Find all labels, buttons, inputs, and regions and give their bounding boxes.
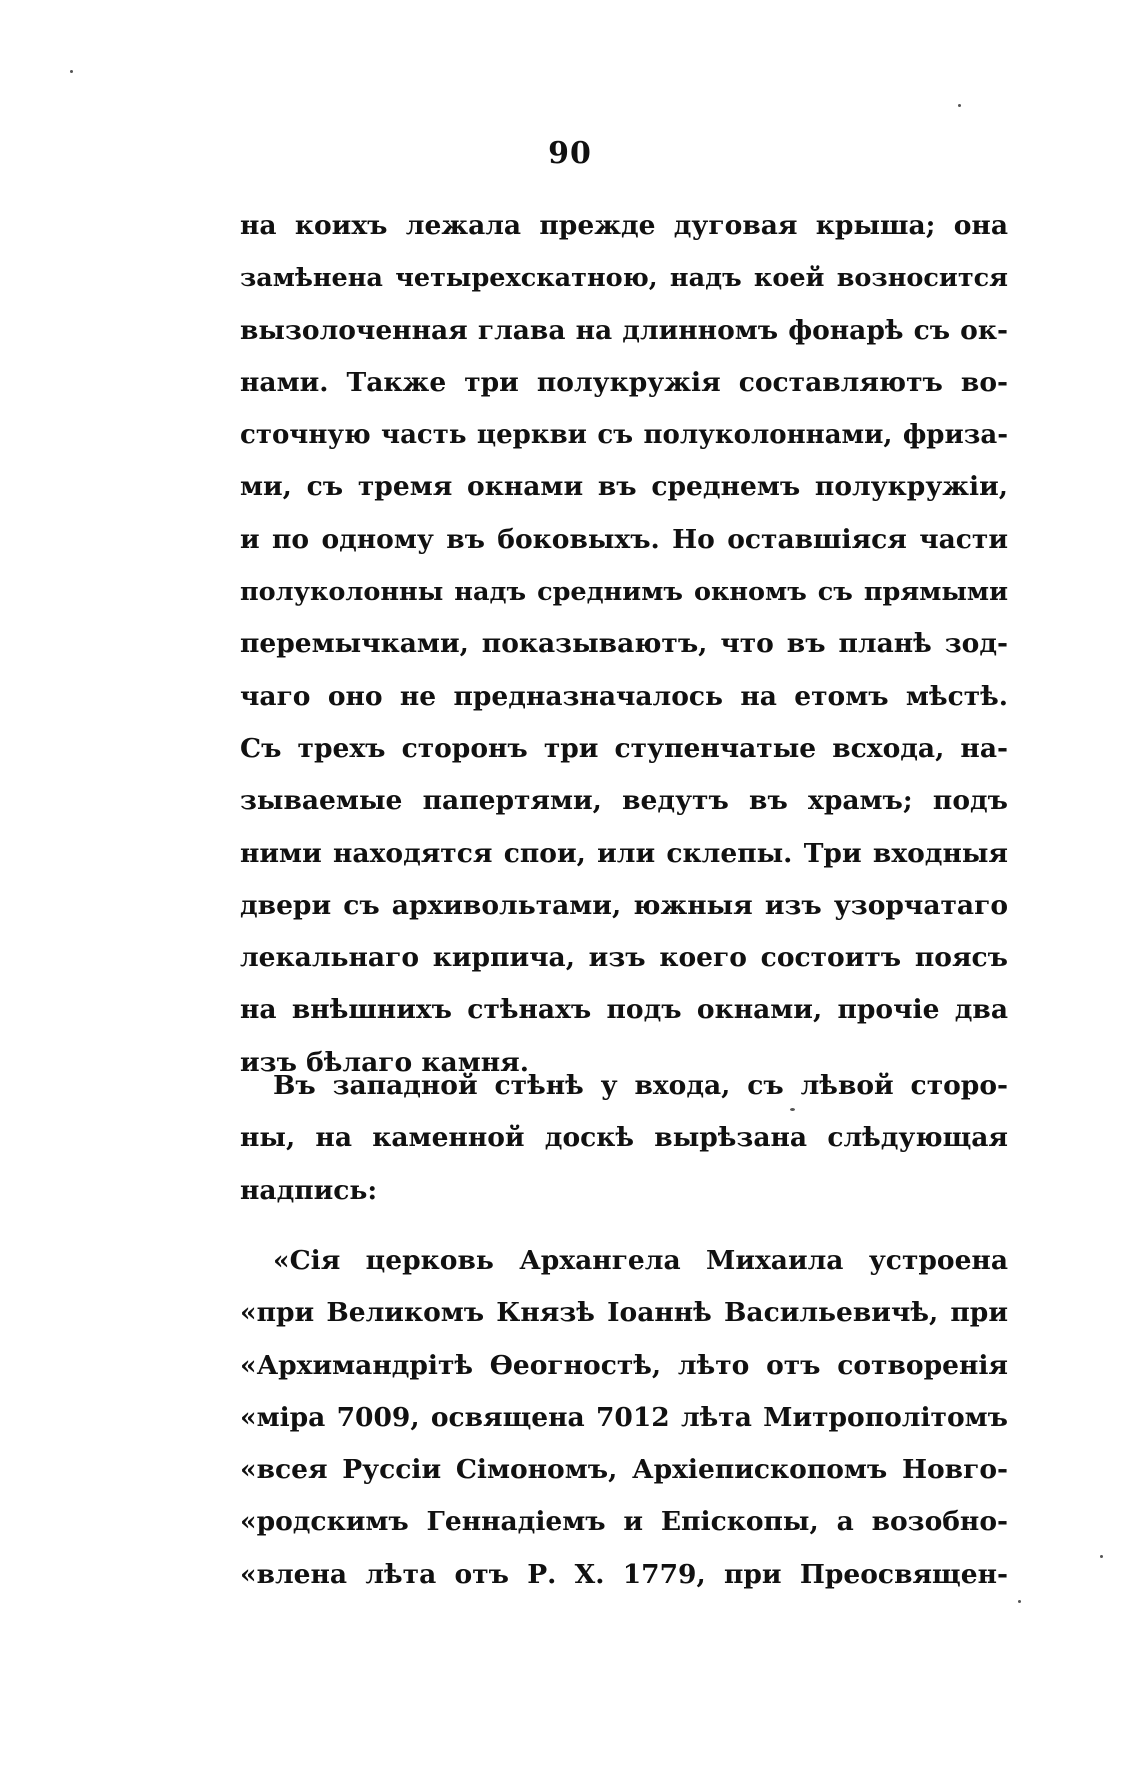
paragraph-3-inscription — [240, 1235, 1008, 1601]
text-line: «при Великомъ Князѣ Іоаннѣ Васильевичѣ, при — [240, 1297, 1008, 1329]
text-line: сточную часть церкви съ полуколоннами, фриза- — [240, 420, 1008, 451]
text-line: чаго оно не предназначалось на етомъ мѣстѣ. — [240, 680, 1008, 712]
text-line: ми, съ тремя окнами въ среднемъ полукружіи, — [240, 471, 1008, 503]
text-line: Въ западной стѣнѣ у входа, съ лѣвой сторо- — [273, 1070, 1008, 1101]
text-line: «міра 7009, освящена 7012 лѣта Митрополітомъ — [240, 1401, 1008, 1433]
scan-speck — [1100, 1555, 1103, 1558]
text-line: вызолоченная глава на длинномъ фонарѣ съ ок- — [240, 314, 1008, 346]
text-line: лекальнаго кирпича, изъ коего состоитъ поясъ — [240, 942, 1008, 974]
text-line: и по одному въ боковыхъ. Но оставшіяся части — [240, 523, 1008, 555]
scan-speck — [1018, 1600, 1021, 1603]
text-line: зываемые папертями, ведутъ въ храмъ; подъ — [240, 785, 1008, 817]
paragraph-1 — [240, 200, 1008, 1089]
text-line: ними находятся спои, или склепы. Три входныя — [240, 837, 1008, 869]
text-line: «влена лѣта отъ Р. Х. 1779, при Преосвящен- — [240, 1558, 1008, 1590]
text-line: на коихъ лежала прежде дуговая крыша; она — [240, 210, 1008, 241]
text-line: Съ трехъ сторонъ три ступенчатые всхода, на- — [240, 732, 1008, 764]
text-line: «родскимъ Геннадіемъ и Епіскопы, а возобно- — [240, 1506, 1008, 1538]
text-line: двери съ архивольтами, южныя изъ узорчатаго — [240, 889, 1008, 921]
scan-speck — [70, 70, 73, 73]
text-line: надпись: — [240, 1174, 378, 1206]
paragraph-2 — [240, 1060, 1008, 1217]
scan-speck — [958, 104, 961, 107]
scan-speck — [790, 1108, 795, 1111]
text-line: ны, на каменной доскѣ вырѣзана слѣдующая — [240, 1122, 1008, 1154]
text-line: нами. Также три полукружія составляютъ во- — [240, 366, 1008, 398]
text-line: «всея Руссіи Сімономъ, Архіепископомъ Новго- — [240, 1454, 1008, 1486]
text-line: полуколонны надъ среднимъ окномъ съ прямыми — [240, 577, 1008, 608]
text-line: перемычками, показываютъ, что въ планѣ зод- — [240, 628, 1008, 660]
text-line: «Архимандрітѣ Ѳеогностѣ, лѣто отъ сотворенія — [240, 1349, 1008, 1381]
text-line: изъ бѣлаго камня. — [240, 1046, 529, 1078]
text-line: замѣнена четырехскатною, надъ коей возносится — [240, 263, 1008, 294]
text-line: на внѣшнихъ стѣнахъ подъ окнами, прочіе два — [240, 994, 1008, 1026]
page-number: 90 — [548, 136, 592, 171]
text-line: «Сія церковь Архангела Михаила устроена — [273, 1245, 1008, 1276]
